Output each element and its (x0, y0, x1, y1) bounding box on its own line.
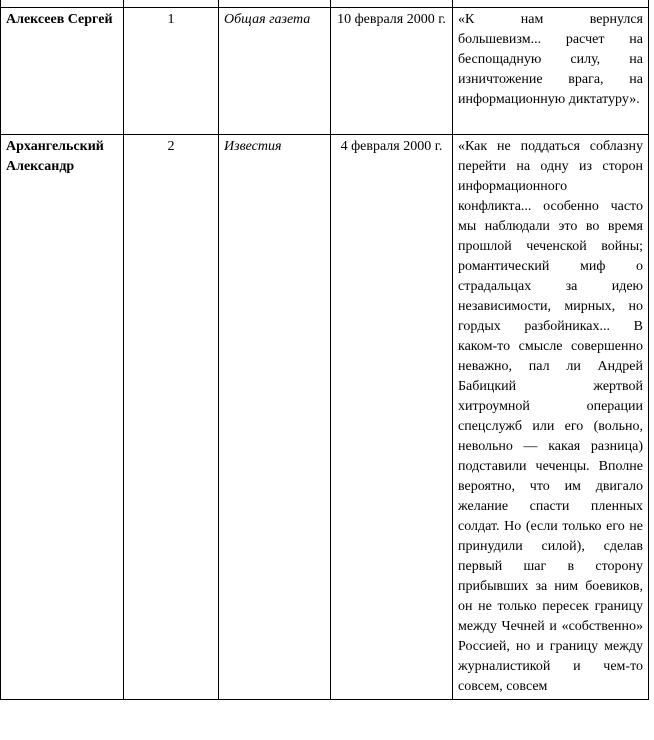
number-cell: 1 (124, 8, 219, 135)
quote-cell: «Как не поддаться соблазну перейти на одну из сторон информационного конфликта... особенно часто мы наблюдали это во время прошлой чеченской войны; романтический миф о страдальцах за идею независимости, мирных, но гордых разбойниках... В каком-то смысле совершенно неважно, пал ли Андрей Бабицкий жертвой хитроумной операции спецслужб или его (вольно, невольно — какая разница) подставили чеченцы. Вполне вероятно, что им двигало желание спасти пленных солдат. Но (если только его не принудили силой), сделав первый шаг в сторону прибывших за ним боевиков, он не только пересек границу между Чечней и «собственно» Россией, но и границу между журналистикой и чем-то совсем, совсем (453, 135, 649, 700)
quote-cell: «К нам вернулся большевизм... расчет на беспощадную силу, на изничтожение врага, на информационную диктатуру». (453, 8, 649, 135)
newspaper-cell: Общая газета (219, 8, 331, 135)
empty-cell (219, 0, 331, 8)
table-row (1, 135, 649, 700)
date-cell: 4 февраля 2000 г. (331, 135, 453, 700)
empty-cell (453, 0, 649, 8)
newspaper-cell: Известия (219, 135, 331, 700)
table-row-partial (1, 0, 649, 8)
author-cell: Архангельский Александр (1, 135, 124, 700)
empty-cell (124, 0, 219, 8)
empty-cell (331, 0, 453, 8)
number-cell: 2 (124, 135, 219, 700)
empty-cell (1, 0, 124, 8)
author-cell: Алексеев Сергей (1, 8, 124, 135)
table-row (1, 8, 649, 135)
date-cell: 10 февраля 2000 г. (331, 8, 453, 135)
